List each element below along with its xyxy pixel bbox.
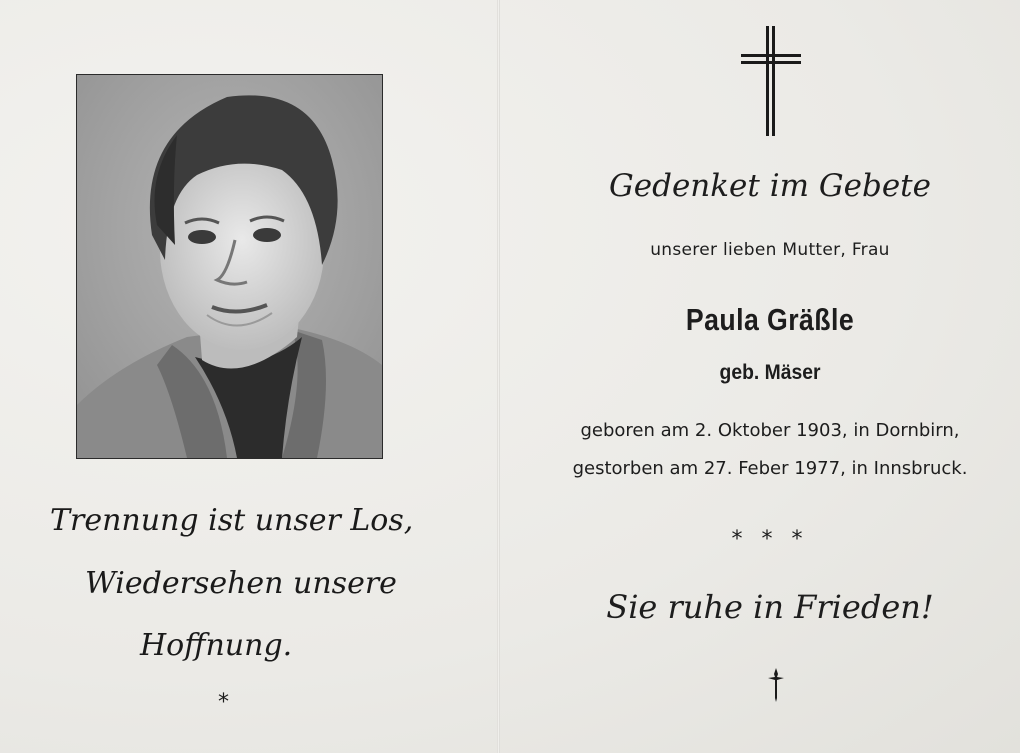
maiden-name: geb. Mäser xyxy=(719,361,821,384)
birth-info: geboren am 2. Oktober 1903, in Dornbirn, xyxy=(580,420,960,441)
deceased-name: Paula Gräßle xyxy=(685,302,855,337)
small-cross-icon xyxy=(767,668,785,706)
motto-line-1: Trennung ist unser Los, xyxy=(50,503,414,538)
left-ornament: * xyxy=(218,690,229,715)
intro-line: unserer lieben Mutter, Frau xyxy=(650,240,890,260)
memorial-heading: Gedenket im Gebete xyxy=(609,168,931,204)
portrait-photo xyxy=(76,74,383,459)
death-info: gestorben am 27. Feber 1977, in Innsbruck. xyxy=(572,458,968,479)
card-fold xyxy=(497,0,500,753)
latin-cross-icon xyxy=(741,26,803,142)
blessing-text: Sie ruhe in Frieden! xyxy=(606,588,934,626)
motto-line-2: Wiedersehen unsere xyxy=(85,566,397,601)
star-ornament: * * * xyxy=(731,527,809,552)
motto-line-3: Hoffnung. xyxy=(140,628,293,663)
